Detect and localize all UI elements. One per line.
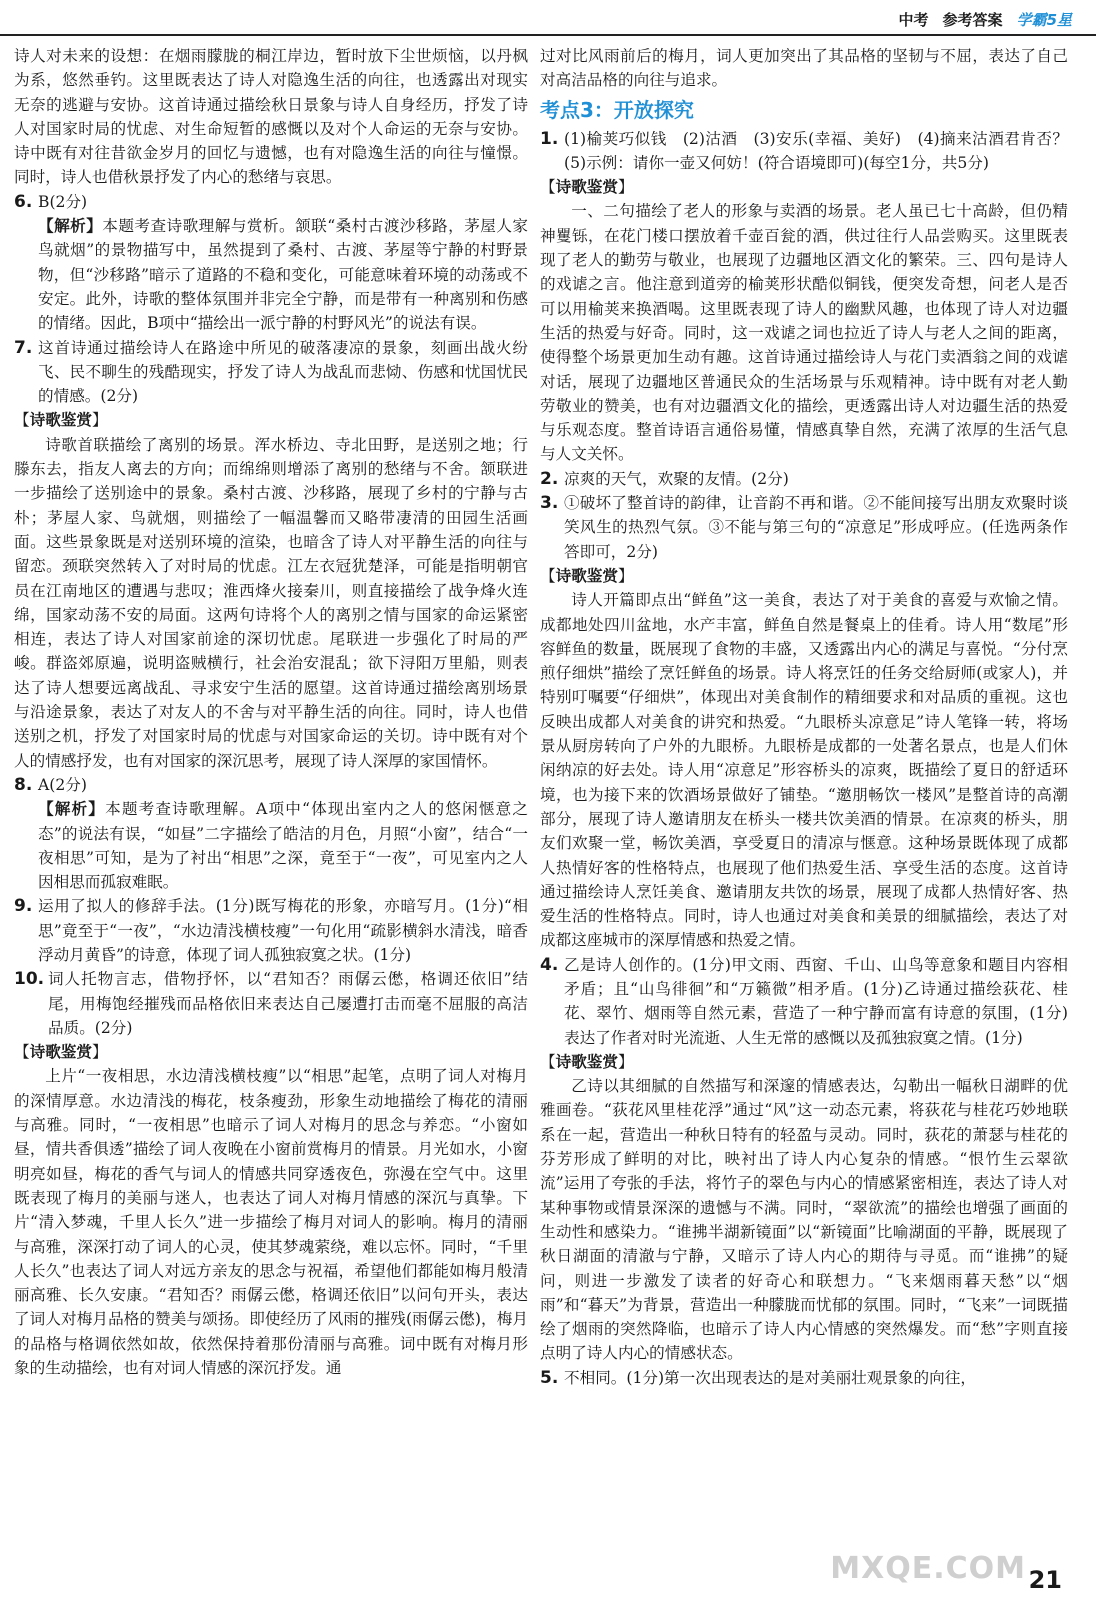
question-number: 7. [14,337,33,358]
header-divider [0,34,1096,36]
answer-text: 不相同。(1分)第一次出现表达的是对美丽壮观景象的向往， [564,1368,976,1387]
page-number: 21 [1028,1566,1062,1594]
appreciation-tag: 诗歌鉴赏 [29,1043,92,1062]
appreciation-heading: 【诗歌鉴赏】 [540,1052,634,1071]
header-exam: 中考 [898,10,929,29]
appreciation-text: 诗人开篇即点出“鲜鱼”这一美食，表达了对于美食的喜爱与欢愉之情。成都地处四川盆地，水产丰富，鲜鱼自然是餐桌上的佳肴。诗人用“数尾”形容鲜鱼的数量，既展现了食物的丰盛，又透露出内心的满足与喜悦。“分付烹煎仔细烘”描绘了烹饪鲜鱼的场景。诗人将烹饪的任务交给厨师(或家人)，并特别叮嘱要“仔细烘”，体现出对美食制作的精细要求和对品质的重视。这也反映出成都人对美食的讲究和热爱。“九眼桥头凉意足”诗人笔锋一转，将场景从厨房转向了户外的九眼桥。九眼桥是成都的一处著名景点，也是人们休闲纳凉的好去处。诗人用“凉意足”形容桥头的凉爽，既描绘了夏日的舒适环境，也为接下来的饮酒场景做好了铺垫。“邀朋畅饮一楼风”是整首诗的高潮部分，展现了诗人邀请朋友在桥头一楼共饮美酒的情景。在凉爽的桥头，朋友们欢聚一堂，畅饮美酒，享受夏日的清凉与惬意。这种场景既体现了成都人热情好客的性格特点，也展现了他们热爱生活、享受生活的态度。这首诗通过描绘诗人烹饪美食、邀请朋友共饮的场景，展现了成都人热情好客、热爱生活的性格特点。同时，诗人也通过对美食和美景的细腻描绘，表达了对成都这座城市的深厚情感和热爱之情。 [540,591,1068,950]
appreciation-tag: 诗歌鉴赏 [29,411,92,430]
question-number: 9. [14,896,33,917]
right-continued-paragraph: 过对比风雨前后的梅月，词人更加突出了其品格的坚韧与不屈，表达了自己对高洁品格的向往与追求。 [540,47,1068,90]
analysis-6 [14,214,528,335]
analysis-label: 【解析】 [38,217,103,236]
question-number: 8. [14,774,33,795]
answer-text: ①破坏了整首诗的韵律，让音韵不再和谐。②不能间接写出朋友欢聚时谈笑风生的热烈气氛。③不能与第三句的“凉意足”形成呼应。(任选两条作答即可，2分) [564,494,1068,561]
appreciation-heading: 【诗歌鉴赏】 [14,1043,108,1062]
question-3 [540,491,1068,564]
question-number: 10. [14,969,45,990]
appreciation-text: 乙诗以其细腻的自然描写和深邃的情感表达，勾勒出一幅秋日湖畔的优雅画卷。“荻花风里桂花浮”通过“风”这一动态元素，将荻花与桂花巧妙地联系在一起，营造出一种秋日特有的轻盈与灵动。同时，荻花的萧瑟与桂花的芬芳形成了鲜明的对比，映衬出了诗人内心复杂的情感。“恨竹生云翠欲流”运用了夸张的手法，将竹子的翠色与内心的情感紧密相连，表达了诗人对某种事物或情景深深的遗憾与不满。同时，“翠欲流”的描绘也增强了画面的生动性和感染力。“谁拂半湖新镜面”以“新镜面”比喻湖面的平静，既展现了秋日湖面的清澈与宁静，又暗示了诗人内心的期待与寻觅。而“谁拂”的疑问，则进一步激发了读者的好奇心和联想力。“飞来烟雨暮天愁”以“烟雨”和“暮天”为背景，营造出一种朦胧而忧郁的氛围。同时，“飞来”一词既描绘了烟雨的突然降临，也暗示了诗人内心情感的突然爆发。而“愁”字则直接点明了诗人内心的情感状态。 [540,1077,1068,1363]
answer-text: A(2分) [38,775,87,794]
appreciation-text: 上片“一夜相思，水边清浅横枝瘦”以“相思”起笔，点明了词人对梅月的深情厚意。水边清浅的梅花，枝条瘦劲，形象生动地描绘了梅花的清丽与高雅。同时，“一夜相思”也暗示了词人对梅月的思念与养恋。“小窗如昼，情共香俱透”描绘了词人夜晚在小窗前赏梅月的情景。月光如水，小窗明亮如昼，梅花的香气与词人的情感共同穿透夜色，弥漫在空气中。这里既表现了梅月的美丽与迷人，也表达了词人对梅月情感的深沉与真挚。下片“清入梦魂，千里人长久”进一步描绘了梅月对词人的影响。梅月的清丽与高雅，深深打动了词人的心灵，使其梦魂萦绕，难以忘怀。同时，“千里人长久”也表达了词人对远方亲友的思念与祝福，希望他们都能如梅月般清丽高雅、长久安康。“君知否？雨僝云僽，格调还依旧”以问句开头，表达了词人对梅月品格的赞美与颂扬。即使经历了风雨的摧残(雨僝云僽)，梅月的品格与格调依然如故，依然保持着那份清丽与高雅。词中既有对梅月形象的生动描绘，也有对词人情感的深沉抒发。通 [14,1067,528,1378]
question-1 [540,127,1084,176]
question-number: 4. [540,954,559,975]
answer-text: 词人托物言志，借物抒怀，以“君知否？雨僝云僽，格调还依旧”结尾，用梅饱经摧残而品格依旧来表达自己屡遭打击而毫不屈服的高洁品质。(2分) [48,970,528,1037]
brand-logo: 学霸5星 [1016,10,1072,29]
question-number: 6. [14,191,33,212]
left-column [14,44,528,1380]
appreciation-heading: 【诗歌鉴赏】 [540,178,634,197]
question-number: 1. [540,128,559,149]
analysis-8 [14,797,528,894]
appreciation-text: 一、二句描绘了老人的形象与卖酒的场景。老人虽已七十高龄，但仍精神矍铄，在花门楼口摆放着千壶百瓮的酒，供过往行人品尝购买。这里既表现了老人的勤劳与敬业，也展现了边疆地区酒文化的繁荣。三、四句是诗人的戏谑之言。他注意到道旁的榆荚形状酷似铜钱，便突发奇想，问老人是否可以用榆荚来换酒喝。这里既表现了诗人的幽默风趣，也体现了诗人对边疆生活的热爱与好奇。同时，这一戏谑之词也拉近了诗人与老人之间的距离，使得整个场景更加生动有趣。这首诗通过描绘诗人与花门卖酒翁之间的戏谑对话，展现了边疆地区普通民众的生活场景与乐观精神。诗中既有对老人勤劳敬业的赞美，也有对边疆酒文化的描绘，更透露出诗人对边疆生活的热爱与乐观态度。整首诗语言通俗易懂，情感真挚自然，充满了浓厚的生活气息与人文关怀。 [540,202,1068,464]
analysis-text: 本题考查诗歌理解。A项中“体现出室内之人的悠闲惬意之态”的说法有误，“如昼”二字描绘了皓洁的月色，月照“小窗”，结合“一夜相思”可知，是为了衬出“相思”之深，竟至于“一夜”，可见室内之人因相思而孤寂难眠。 [38,800,528,892]
answer-text: 运用了拟人的修辞手法。(1分)既写梅花的形象，亦暗写月。(1分)“相思”竟至于“一夜”，“水边清浅横枝瘦”一句化用“疏影横斜水清浅，暗香浮动月黄昏”的诗意，体现了词人孤独寂寞之状。(1分) [38,897,528,964]
question-8 [14,773,528,797]
appreciation-heading: 【诗歌鉴赏】 [540,566,634,585]
question-2 [540,467,1068,491]
appreciation-tag: 诗歌鉴赏 [555,566,618,585]
question-7 [14,336,528,409]
question-5 [540,1366,1068,1390]
header-answers: 参考答案 [942,10,1003,29]
question-10 [14,967,528,1040]
right-column [540,44,1084,1390]
answer-text: 乙是诗人创作的。(1分)甲文雨、西窗、千山、山鸟等意象和题目内容相矛盾；且“山鸟徘徊”和“万籁微”相矛盾。(1分)乙诗通过描绘荻花、桂花、翠竹、烟雨等自然元素，营造了一种宁静而富有诗意的氛围，(1分)表达了作者对时光流逝、人生无常的感慨以及孤独寂寞之情。(1分) [564,955,1068,1047]
answer-text: (1)榆荚巧似钱 (2)沽酒 (3)安乐(幸福、美好) (4)摘来沽酒君肯否？ (5)示例：请你一壶又何妨！(符合语境即可)(每空1分，共5分) [564,129,1084,172]
watermark: MXQE.COM [830,1551,1026,1586]
page-header [899,6,1072,32]
question-4 [540,953,1068,1050]
appreciation-tag: 诗歌鉴赏 [555,1052,618,1071]
analysis-label: 【解析】 [38,800,106,819]
question-number: 3. [540,493,559,514]
appreciation-tag: 诗歌鉴赏 [555,178,618,197]
appreciation-text: 诗歌首联描绘了离别的场景。浑水桥边、寺北田野，是送别之地；行滕东去，指友人离去的方向；而绵绵则增添了离别的愁绪与不舍。颔联进一步描绘了送别途中的景象。桑村古渡、沙移路，展现了乡村的宁静与古朴；茅屋人家、鸟就烟，则描绘了一幅温馨而又略带凄清的田园生活画面。这些景象既是对送别环境的渲染，也暗含了诗人对平静生活的向往与留恋。颈联突然转入了对时局的忧虑。江左衣冠犹楚泽，可能是指明朝官员在江南地区的遭遇与悲叹；淮西烽火接秦川，则直接描绘了战争烽火连绵，国家动荡不安的局面。这两句诗将个人的离别之情与国家的命运紧密相连，表达了诗人对国家前途的深切忧虑。尾联进一步强化了时局的严峻。群盗郊原遍，说明盗贼横行，社会治安混乱；欲下浔阳万里船，则表达了诗人想要远离战乱、寻求安宁生活的愿望。这首诗通过描绘离别场景与沿途景象，表达了对友人的不舍与对平静生活的向往。同时，诗人也借送别之机，抒发了对国家时局的忧虑与对国家命运的关切。诗中既有对个人的情感抒发，也有对国家的深沉思考，展现了诗人深厚的家国情怀。 [14,435,528,770]
analysis-text: 本题考查诗歌理解与赏析。颔联“桑村古渡沙移路，茅屋人家鸟就烟”的景物描写中，虽然提到了桑村、古渡、茅屋等宁静的村野景物，但“沙移路”暗示了道路的不稳和变化，可能意味着环境的动荡或不安定。此外，诗歌的整体氛围并非完全宁静，而是带有一种离别和伤感的情绪。因此，B项中“描绘出一派宁静的村野风光”的说法有误。 [38,217,528,333]
appreciation-heading: 【诗歌鉴赏】 [14,411,108,430]
section-heading: 考点3：开放探究 [540,97,694,122]
question-number: 5. [540,1367,559,1388]
question-9 [14,894,528,967]
answer-text: 这首诗通过描绘诗人在路途中所见的破落凄凉的景象，刻画出战火纷飞、民不聊生的残酷现实，抒发了诗人为战乱而悲恸、伤感和忧国忧民的情感。(2分) [38,338,528,406]
left-continued-paragraph: 诗人对未来的设想：在烟雨朦胧的桐江岸边，暂时放下尘世烦恼，以丹枫为系，悠然垂钓。这里既表达了诗人对隐逸生活的向往，也透露出对现实无奈的逃避与安协。这首诗通过描绘秋日景象与诗人自身经历，抒发了诗人对国家时局的忧虑、对生命短暂的感慨以及对个人命运的无奈与安协。诗中既有对往昔欲金岁月的回忆与遗憾，也有对隐逸生活的向往与憧憬。同时，诗人也借秋景抒发了内心的愁绪与哀思。 [14,47,528,187]
question-number: 2. [540,468,559,489]
question-6 [14,190,528,214]
answer-text: B(2分) [38,192,88,211]
answer-text: 凉爽的天气，欢聚的友情。(2分) [564,469,789,488]
